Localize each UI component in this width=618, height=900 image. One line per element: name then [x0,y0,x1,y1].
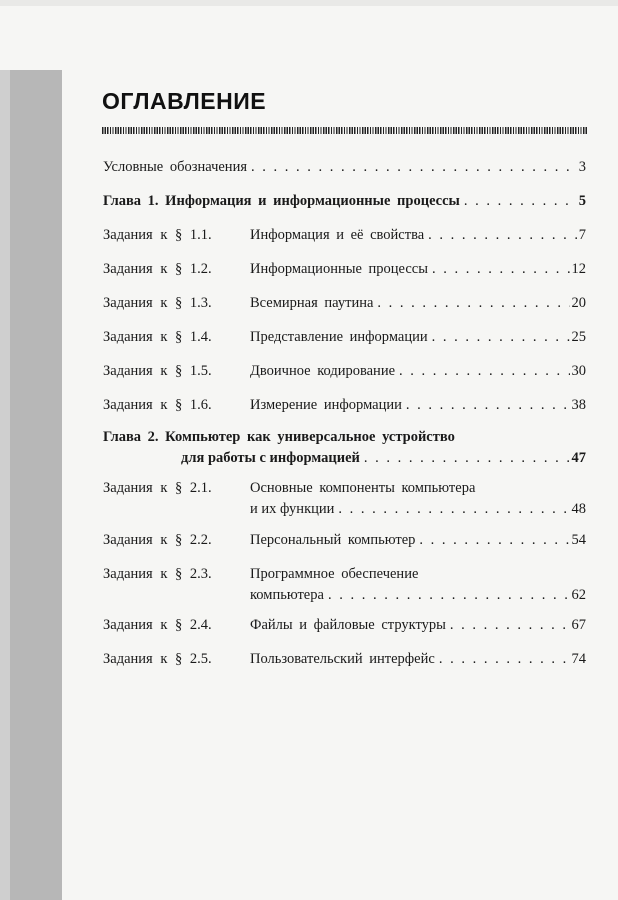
toc-entry[interactable] [103,564,586,606]
dot-leader [328,585,570,606]
dot-leader [338,499,569,520]
toc-entry[interactable] [103,259,586,280]
toc-entry[interactable] [103,293,586,314]
toc-entry[interactable] [103,530,586,551]
toc-entry-label: Основные компоненты компьютера [250,480,476,496]
toc-entry-prefix: Задания к § 1.2. [103,261,212,277]
toc-entry-label: Программное обеспечение [250,566,419,582]
toc-entry-page: 25 [571,329,586,345]
toc-entry-page: 47 [571,450,586,466]
toc-entry-continuation: компьютера [250,587,324,603]
dot-leader [251,157,577,178]
toc-entry-label: Всемирная паутина [250,295,374,311]
toc-entry-continuation: для работы с информацией [181,450,360,466]
toc-entry-prefix: Задания к § 1.6. [103,397,212,413]
toc-entry-page: 20 [571,295,586,311]
dot-leader [450,615,570,636]
toc-entry-prefix: Задания к § 2.2. [103,532,212,548]
toc-entry-label: Пользовательский интерфейс [250,651,435,667]
toc-entry[interactable] [103,225,586,246]
toc-chapter-label: Глава 2. Компьютер как универсальное устройство [103,429,455,445]
title-rule [102,127,588,134]
toc-chapter-entry[interactable] [103,191,586,212]
toc-entry-page: 67 [571,617,586,633]
toc-entry[interactable] [103,615,586,636]
dot-leader [377,293,569,314]
dot-leader [399,361,569,382]
toc-entry-prefix: Задания к § 2.3. [103,566,212,582]
dot-leader [432,327,570,348]
toc-entry-prefix: Задания к § 1.3. [103,295,212,311]
toc-entry-page: 48 [571,501,586,517]
toc-entry-page: 3 [578,159,586,175]
toc-entry-label: Представление информации [250,329,428,345]
toc-entry[interactable] [103,361,586,382]
toc-entry-label: Информационные процессы [250,261,428,277]
page-title: ОГЛАВЛЕНИЕ [102,88,267,114]
page-top-edge [0,0,618,6]
toc-entry[interactable] [103,327,586,348]
dot-leader [406,395,570,416]
toc-entry-label: Измерение информации [250,397,402,413]
toc-entry-page: 5 [578,193,586,209]
toc-entry-prefix: Задания к § 1.4. [103,329,212,345]
toc-entry-prefix: Задания к § 1.5. [103,363,212,379]
toc-entry-page: 62 [571,587,586,603]
toc-entry-page: 38 [571,397,586,413]
toc-entry-prefix: Задания к § 1.1. [103,227,212,243]
toc-entry-prefix: Задания к § 2.5. [103,651,212,667]
dot-leader [419,530,569,551]
toc-entry[interactable] [103,157,586,178]
toc-entry[interactable] [103,395,586,416]
toc-entry-page: 74 [571,651,586,667]
toc-chapter-label: Глава 1. Информация и информационные процессы [103,193,460,209]
dot-leader [428,225,577,246]
toc-entry[interactable] [103,478,586,520]
toc-entry-page: 54 [571,532,586,548]
toc-entry-page: 7 [578,227,586,243]
toc-entry-page: 30 [571,363,586,379]
dot-leader [364,448,570,469]
toc-entry[interactable] [103,649,586,670]
toc-entry-prefix: Задания к § 2.1. [103,480,212,496]
toc-chapter-entry[interactable] [103,427,586,469]
toc-entry-label: Двоичное кодирование [250,363,396,379]
toc-entry-label: Файлы и файловые структуры [250,617,446,633]
dot-leader [464,191,577,212]
toc-entry-page: 12 [571,261,586,277]
toc-entry-label: Условные обозначения [103,159,247,175]
toc-entry-label: Персональный компьютер [250,532,416,548]
dot-leader [432,259,570,280]
dot-leader [439,649,570,670]
toc-entry-continuation: и их функции [250,501,335,517]
margin-band-edge [0,70,10,900]
toc-entry-prefix: Задания к § 2.4. [103,617,212,633]
toc-entry-label: Информация и её свойства [250,227,425,243]
